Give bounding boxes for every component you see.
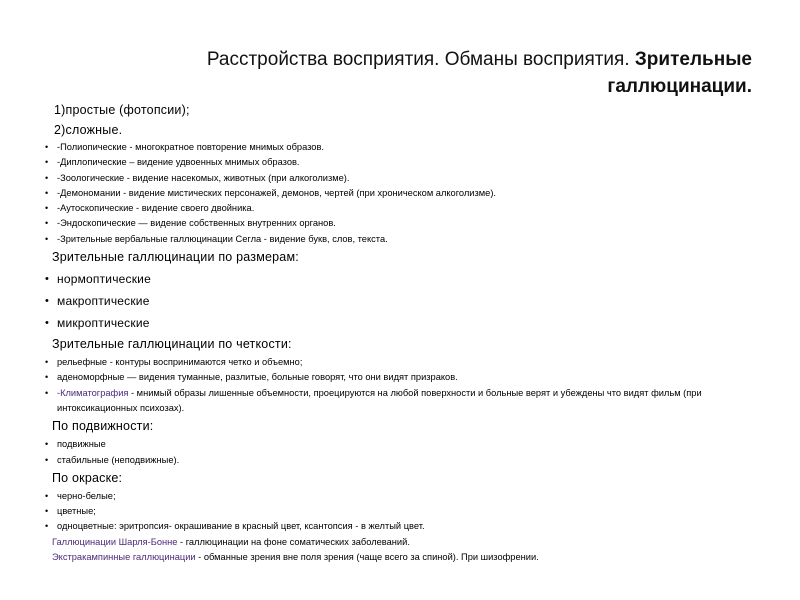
list-item: • микроптические [44, 312, 764, 334]
color-list [44, 489, 764, 535]
complex-list [44, 140, 764, 247]
size-list [44, 268, 764, 334]
clarity-header: Зрительные галлюцинации по четкости: [52, 337, 292, 352]
charles-bonnet-desc: - галлюцинации на фоне соматических заболеваний. [177, 536, 410, 547]
list-item: • -Диплопические – видение удвоенных мнимых образов. [44, 155, 764, 170]
list-item: • нормоптические [44, 268, 764, 290]
page-title [72, 46, 752, 100]
extracampine-desc: - обманные зрения вне поля зрения (чаще всего за спиной). При шизофрении. [195, 552, 539, 563]
mobility-list [44, 437, 764, 468]
title-emphasis: Зрительные галлюцинации. [607, 49, 752, 97]
list-item: • -Аутоскопические - видение своего двойника. [44, 201, 764, 216]
mobility-header: По подвижности: [52, 419, 154, 434]
list-item: • подвижные [44, 437, 764, 452]
size-header: Зрительные галлюцинации по размерам: [52, 250, 299, 265]
list-item: • -Зоологические - видение насекомых, животных (при алкоголизме). [44, 171, 764, 186]
complex-label: 2)сложные. [54, 123, 123, 137]
list-item: • -Эндоскопические — видение собственных внутренних органов. [44, 216, 764, 231]
climatography-desc: - мнимый образы лишенные объемности, проецируются на любой поверхности и больные верят и убеждены что видят фильм (при интоксикационных психозах). [57, 387, 702, 413]
list-item-climatography [44, 386, 747, 417]
list-item: • цветные; [44, 504, 764, 519]
list-item: • стабильные (неподвижные). [44, 453, 764, 468]
extracampine-term: Экстракампинные галлюцинации [52, 552, 196, 563]
list-item: • одноцветные: эритропсия- окрашивание в красный цвет, ксантопсия - в желтый цвет. [44, 519, 764, 534]
charles-bonnet-term: Галлюцинации Шарля-Бонне [52, 536, 178, 547]
list-item: • -Демономании - видение мистических персонажей, демонов, чертей (при хроническом алкоголизме). [44, 186, 764, 201]
list-item: • -Полиопические - многократное повторение мнимых образов. [44, 140, 764, 155]
extracampine-line [44, 550, 764, 565]
simple-label: 1)простые (фотопсии); [54, 103, 190, 117]
list-item: • -Зрительные вербальные галлюцинации Сегла - видение букв, слов, текста. [44, 232, 764, 247]
slide-content [44, 100, 764, 565]
climatography-term: -Климатография [57, 387, 129, 398]
clarity-list [44, 355, 764, 416]
charles-bonnet-line [44, 535, 764, 550]
color-header: По окраске: [52, 470, 123, 485]
list-item: • черно-белые; [44, 489, 764, 504]
title-main: Расстройства восприятия. Обманы восприятия. [206, 49, 635, 70]
list-item: • макроптические [44, 290, 764, 312]
list-item: • аденоморфные — видения туманные, разлитые, больные говорят, что они видят призраков. [44, 370, 764, 385]
list-item: • рельефные - контуры воспринимаются четко и объемно; [44, 355, 764, 370]
